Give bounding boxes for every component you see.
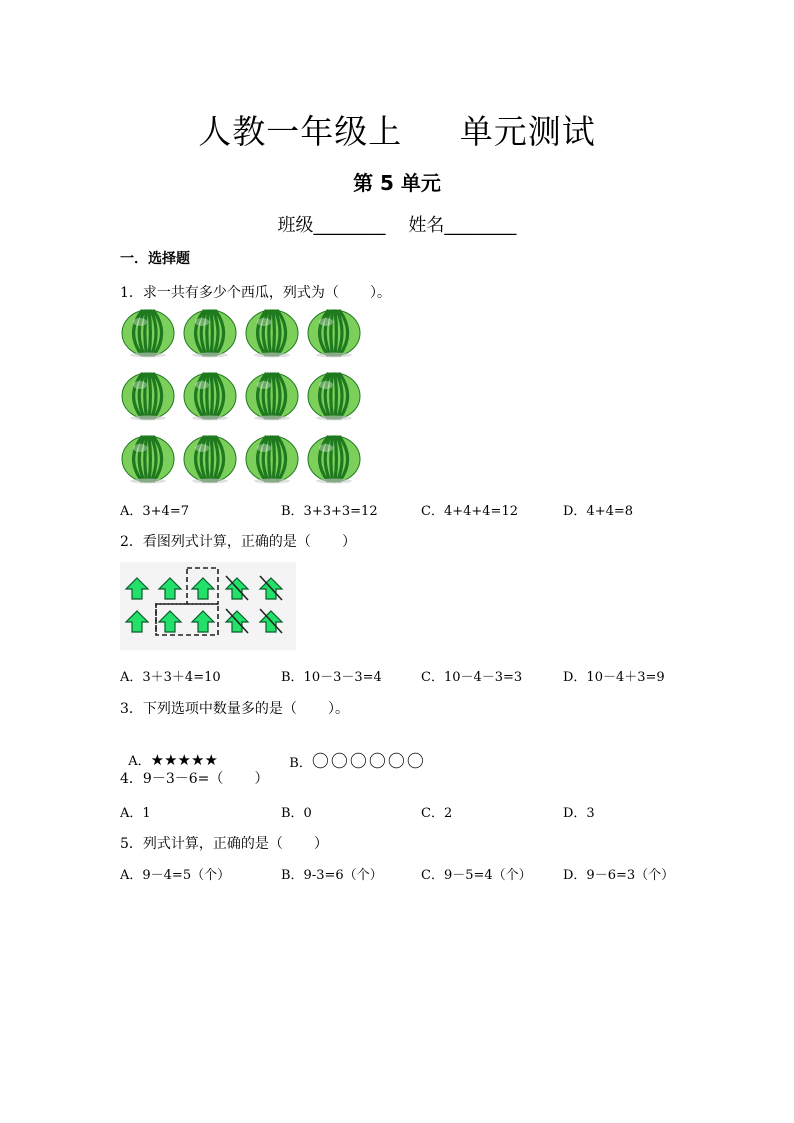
question-2-option-d: D．10－4＋3=9 — [563, 670, 665, 685]
watermelon-icon — [306, 369, 362, 421]
circle-icons: 〇〇〇〇〇〇 — [311, 752, 426, 772]
green-up-arrow-icon — [159, 611, 181, 632]
unit-subtitle: 第 5 单元 — [353, 171, 441, 195]
question-4-option-c: C．2 — [421, 806, 453, 821]
watermelon-icon — [182, 432, 238, 484]
arrow-figure — [120, 562, 296, 650]
question-2-stem: 2．看图列式计算，正确的是（ ） — [120, 534, 357, 550]
question-5-stem: 5．列式计算，正确的是（ ） — [120, 836, 329, 852]
watermelon-icon — [182, 306, 238, 358]
question-2-option-b: B．10－3－3=4 — [281, 670, 382, 685]
question-5-option-d: D．9－6=3（个） — [563, 868, 675, 883]
watermelon-icon — [120, 306, 176, 358]
watermelon-icon — [182, 369, 238, 421]
question-3-option-b — [281, 732, 426, 772]
star-icons: ★★★★★ — [150, 751, 218, 769]
question-1-option-a: A．3+4=7 — [120, 504, 189, 519]
question-4-stem: 4．9－3－6=（ ） — [120, 771, 269, 787]
class-name-line: 班级________ 姓名________ — [277, 215, 517, 236]
question-2-option-a: A．3＋3＋4=10 — [120, 670, 221, 685]
question-3-stem: 3．下列选项中数量多的是（ ）。 — [120, 701, 350, 717]
question-5-option-c: C．9－5=4（个） — [421, 868, 532, 883]
watermelon-icon — [244, 369, 300, 421]
green-up-arrow-icon — [126, 611, 148, 632]
question-1-option-b: B．3+3+3=12 — [281, 504, 378, 519]
question-4-option-d: D．3 — [563, 806, 595, 821]
question-4-option-a: A．1 — [120, 806, 151, 821]
question-1-option-c: C．4+4+4=12 — [421, 504, 518, 519]
watermelon-icon — [244, 306, 300, 358]
watermelon-icon — [120, 432, 176, 484]
question-2-option-c: C．10－4－3=3 — [421, 670, 523, 685]
question-3-option-a — [120, 735, 218, 769]
green-up-arrow-icon — [159, 578, 181, 599]
arrow-figure-svg — [120, 562, 296, 650]
question-4-option-b: B．0 — [281, 806, 312, 821]
section-heading: 一．选择题 — [120, 251, 190, 267]
question-1-option-d: D．4+4=8 — [563, 504, 634, 519]
watermelon-icon — [120, 369, 176, 421]
question-1-stem: 1．求一共有多少个西瓜，列式为（ ）。 — [120, 285, 392, 301]
green-up-arrow-icon — [192, 578, 214, 599]
watermelon-icon — [306, 306, 362, 358]
watermelon-icon — [244, 432, 300, 484]
question-5-option-a: A．9－4=5（个） — [120, 868, 231, 883]
question-5-option-b: B．9-3=6（个） — [281, 868, 383, 883]
watermelon-icon — [306, 432, 362, 484]
green-up-arrow-icon — [192, 611, 214, 632]
green-up-arrow-icon — [126, 578, 148, 599]
question-3-option-a-label: A． — [128, 754, 151, 769]
watermelon-figure — [120, 306, 370, 490]
page-title: 人教一年级上 单元测试 — [198, 112, 596, 151]
question-3-option-b-label: B． — [289, 756, 312, 771]
